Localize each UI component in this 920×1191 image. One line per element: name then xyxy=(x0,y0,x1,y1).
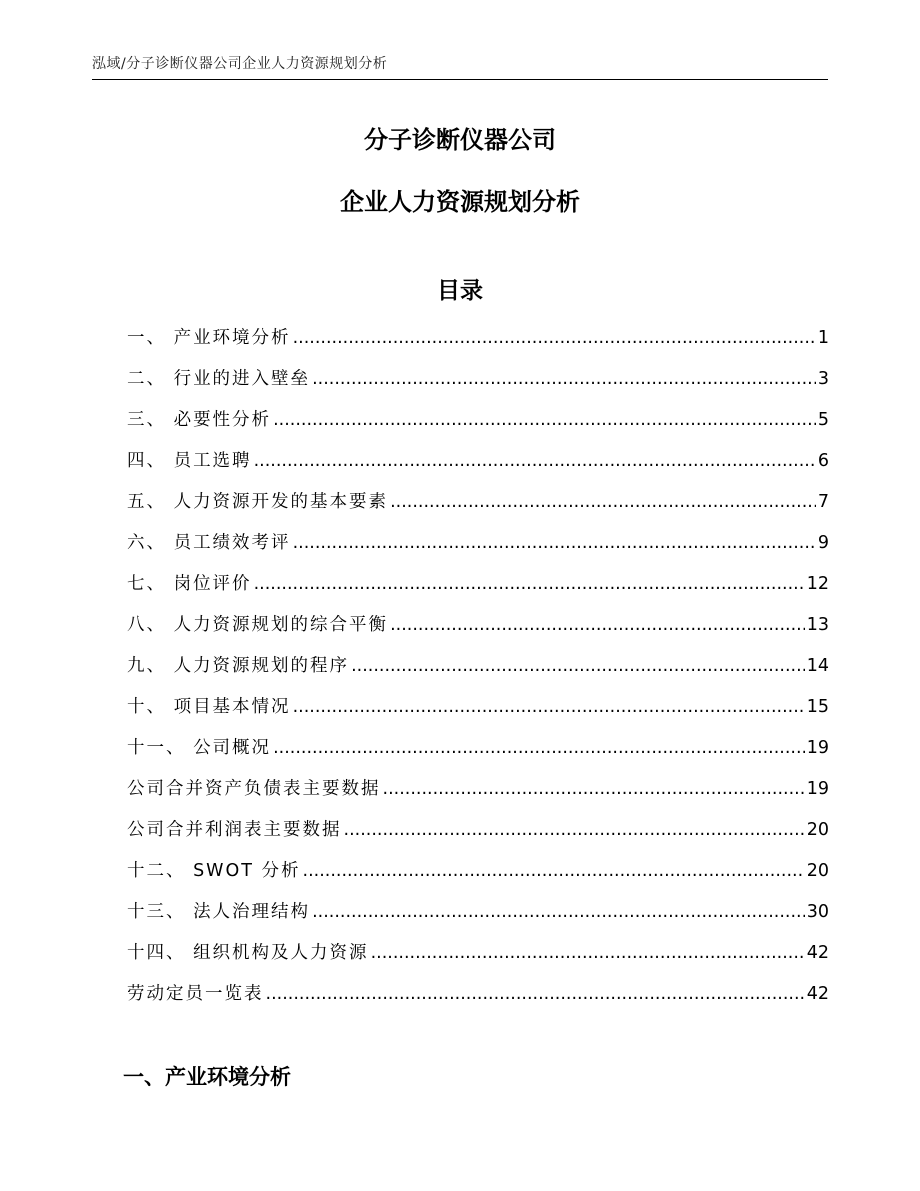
toc-entry-page-number: 14 xyxy=(806,656,829,676)
toc-entry-label: 八、 人力资源规划的综合平衡 xyxy=(127,615,389,635)
toc-entry-page-number: 3 xyxy=(817,369,829,389)
toc-entry-label: 公司合并利润表主要数据 xyxy=(127,820,342,840)
toc-dot-leader xyxy=(390,610,805,640)
toc-dot-leader xyxy=(383,774,805,804)
toc-entry-page-number: 30 xyxy=(806,902,829,922)
toc-entry-page-number: 9 xyxy=(817,533,829,553)
toc-entry[interactable] xyxy=(127,979,829,1020)
toc-entry-label: 十四、 组织机构及人力资源 xyxy=(127,943,369,963)
toc-dot-leader xyxy=(390,487,816,517)
toc-entry[interactable] xyxy=(127,692,829,733)
toc-entry-page-number: 20 xyxy=(806,861,829,881)
toc-entry-label: 公司合并资产负债表主要数据 xyxy=(127,779,381,799)
toc-entry-page-number: 19 xyxy=(806,738,829,758)
toc-heading: 目录 xyxy=(437,278,483,304)
toc-entry-page-number: 20 xyxy=(806,820,829,840)
toc-entry-page-number: 7 xyxy=(817,492,829,512)
toc-entry-label: 二、 行业的进入壁垒 xyxy=(127,369,311,389)
toc-entry-label: 十三、 法人治理结构 xyxy=(127,902,311,922)
toc-entry[interactable] xyxy=(127,651,829,692)
toc-entry-page-number: 6 xyxy=(817,451,829,471)
header-divider xyxy=(92,79,828,80)
toc-entry-page-number: 19 xyxy=(806,779,829,799)
toc-dot-leader xyxy=(293,692,805,722)
toc-dot-leader xyxy=(293,528,816,558)
toc-entry-page-number: 15 xyxy=(806,697,829,717)
toc-entry-page-number: 13 xyxy=(806,615,829,635)
toc-dot-leader xyxy=(312,364,816,394)
toc-entry[interactable] xyxy=(127,774,829,815)
toc-entry[interactable] xyxy=(127,528,829,569)
toc-dot-leader xyxy=(273,405,816,435)
toc-entry-label: 四、 员工选聘 xyxy=(127,451,252,471)
toc-entry[interactable] xyxy=(127,856,829,897)
toc-entry-label: 劳动定员一览表 xyxy=(127,984,264,1004)
toc-dot-leader xyxy=(266,979,805,1009)
toc-entry[interactable] xyxy=(127,733,829,774)
toc-entry[interactable] xyxy=(127,446,829,487)
toc-dot-leader xyxy=(254,569,805,599)
running-header: 泓域/分子诊断仪器公司企业人力资源规划分析 xyxy=(92,56,388,72)
toc-entry[interactable] xyxy=(127,405,829,446)
toc-dot-leader xyxy=(312,897,805,927)
toc-dot-leader xyxy=(254,446,816,476)
document-title-line-1: 分子诊断仪器公司 xyxy=(364,126,556,154)
toc-entry-page-number: 1 xyxy=(817,328,829,348)
toc-entry-label: 十一、 公司概况 xyxy=(127,738,272,758)
toc-entry[interactable] xyxy=(127,897,829,938)
toc-entry[interactable] xyxy=(127,610,829,651)
toc-entry-page-number: 5 xyxy=(817,410,829,430)
toc-entry[interactable] xyxy=(127,323,829,364)
toc-entry[interactable] xyxy=(127,938,829,979)
toc-dot-leader xyxy=(351,651,805,681)
toc-dot-leader xyxy=(303,856,805,886)
toc-entry-page-number: 42 xyxy=(806,984,829,1004)
toc-entry-label: 十二、 SWOT 分析 xyxy=(127,861,301,881)
toc-entry-label: 十、 项目基本情况 xyxy=(127,697,291,717)
toc-entry-label: 六、 员工绩效考评 xyxy=(127,533,291,553)
toc-entry-page-number: 12 xyxy=(806,574,829,594)
toc-entry-label: 三、 必要性分析 xyxy=(127,410,272,430)
toc-dot-leader xyxy=(293,323,816,353)
toc-entry[interactable] xyxy=(127,569,829,610)
document-title-line-2: 企业人力资源规划分析 xyxy=(340,188,580,216)
toc-entry-label: 一、 产业环境分析 xyxy=(127,328,291,348)
toc-dot-leader xyxy=(273,733,805,763)
toc-entry-label: 九、 人力资源规划的程序 xyxy=(127,656,350,676)
toc-dot-leader xyxy=(344,815,805,845)
toc-entry[interactable] xyxy=(127,364,829,405)
toc-entry[interactable] xyxy=(127,815,829,856)
toc-entry[interactable] xyxy=(127,487,829,528)
section-heading: 一、产业环境分析 xyxy=(123,1065,291,1089)
toc-entry-label: 五、 人力资源开发的基本要素 xyxy=(127,492,389,512)
toc-entry-label: 七、 岗位评价 xyxy=(127,574,252,594)
toc-entry-page-number: 42 xyxy=(806,943,829,963)
table-of-contents xyxy=(127,323,829,1020)
toc-dot-leader xyxy=(371,938,805,968)
